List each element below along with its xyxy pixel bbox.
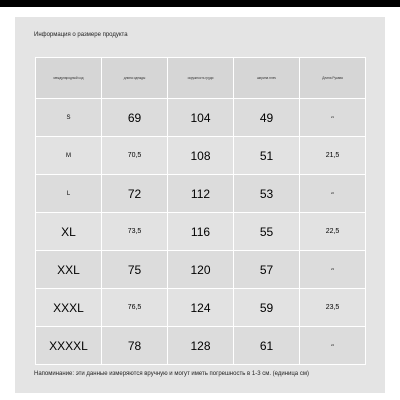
shoulder-cell: 57 (234, 251, 300, 289)
length-cell: 73,5 (102, 213, 168, 251)
shoulder-cell: 49 (234, 99, 300, 137)
table-row (36, 137, 366, 175)
table-row (36, 251, 366, 289)
table-header-row (36, 58, 366, 99)
length-cell: 70,5 (102, 137, 168, 175)
chest-cell: 104 (168, 99, 234, 137)
size-cell: S (36, 99, 102, 137)
length-cell: 69 (102, 99, 168, 137)
chest-cell: 112 (168, 175, 234, 213)
shoulder-cell: 55 (234, 213, 300, 251)
sleeve-cell: 22,5 (300, 213, 366, 251)
length-cell: 78 (102, 327, 168, 365)
table-row (36, 289, 366, 327)
size-cell: XXL (36, 251, 102, 289)
top-bar (0, 0, 400, 7)
header-sleeve-length: Длина Рукава (300, 58, 366, 99)
page-title: Информация о размере продукта (34, 32, 128, 38)
measurement-note: Напоминание: эти данные измеряются вручную и могут иметь погрешность в 1-3 см. (единица см) (34, 371, 309, 377)
shoulder-cell: 51 (234, 137, 300, 175)
chest-cell: 116 (168, 213, 234, 251)
table-row (36, 213, 366, 251)
table-row (36, 327, 366, 365)
sleeve-cell: 24 (300, 327, 366, 365)
shoulder-cell: 53 (234, 175, 300, 213)
size-table (35, 57, 366, 365)
table-row (36, 99, 366, 137)
sleeve-cell: 21 (300, 99, 366, 137)
size-cell: XXXXL (36, 327, 102, 365)
length-cell: 76,5 (102, 289, 168, 327)
chest-cell: 120 (168, 251, 234, 289)
size-cell: L (36, 175, 102, 213)
sleeve-cell: 22 (300, 175, 366, 213)
header-international-size: международный код (36, 58, 102, 99)
shoulder-cell: 59 (234, 289, 300, 327)
sleeve-cell: 21,5 (300, 137, 366, 175)
shoulder-cell: 61 (234, 327, 300, 365)
header-shoulder-width: ширина плеч (234, 58, 300, 99)
header-clothing-length: длина одежды (102, 58, 168, 99)
sleeve-cell: 23,5 (300, 289, 366, 327)
size-cell: XL (36, 213, 102, 251)
chest-cell: 128 (168, 327, 234, 365)
chest-cell: 124 (168, 289, 234, 327)
size-cell: M (36, 137, 102, 175)
chest-cell: 108 (168, 137, 234, 175)
size-cell: XXXL (36, 289, 102, 327)
header-chest: окружность груди (168, 58, 234, 99)
table-row (36, 175, 366, 213)
length-cell: 75 (102, 251, 168, 289)
sleeve-cell: 23 (300, 251, 366, 289)
length-cell: 72 (102, 175, 168, 213)
